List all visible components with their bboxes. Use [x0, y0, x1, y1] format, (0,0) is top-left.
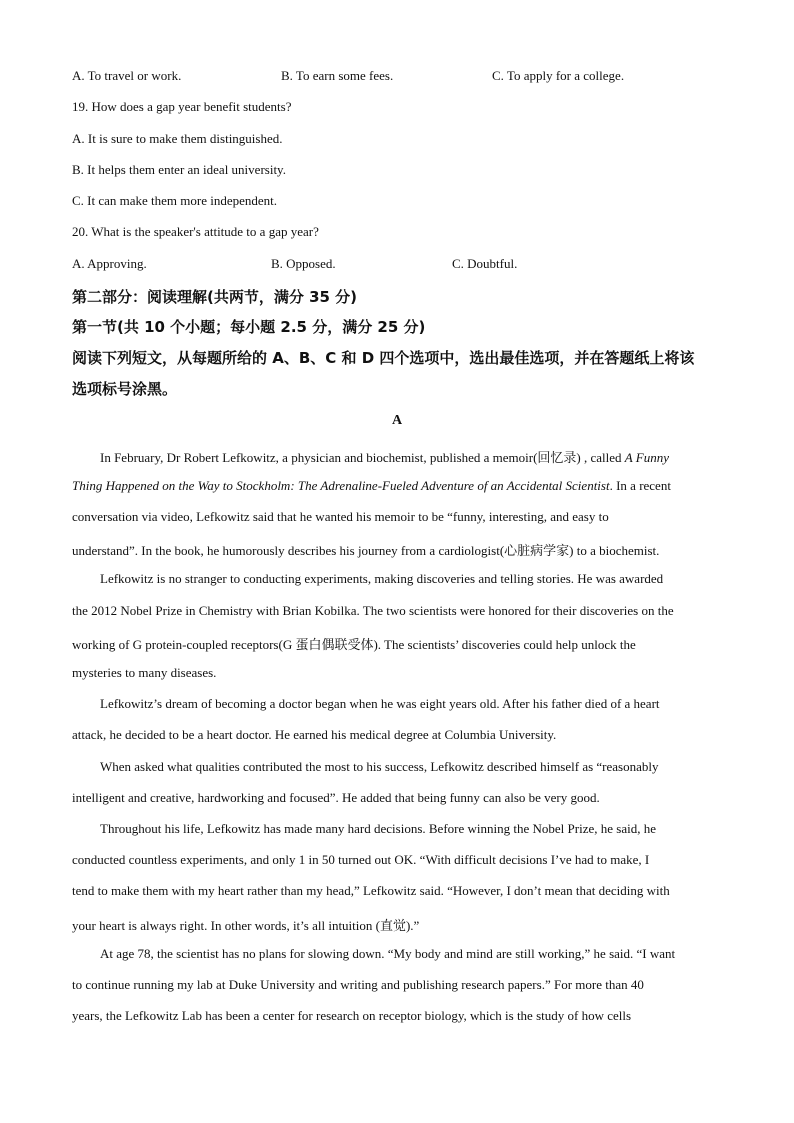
section2-instruction-line1: 阅读下列短文，从每题所给的 A、B、C 和 D 四个选项中，选出最佳选项，并在答题纸上将该 [72, 349, 695, 367]
passage-line-text: Lefkowitz is no stranger to conducting experiments, making discoveries and telling stories. He was awarded [100, 571, 664, 586]
passage-line [72, 634, 636, 653]
passage-line [72, 478, 671, 494]
passage-line [72, 1008, 631, 1024]
book-title: A Funny [624, 450, 669, 465]
passage-label: A [391, 413, 403, 428]
passage-line [100, 696, 660, 712]
q20-question: 20. What is the speaker's attitude to a gap year? [72, 224, 319, 239]
passage-line [72, 915, 419, 934]
passage-line-text: At age 78, the scientist has no plans for slowing down. “My body and mind are still working,” he said. “I want [100, 946, 676, 961]
passage-line-text: mysteries to many diseases. [72, 665, 217, 680]
q18-option-a: A. To travel or work. [72, 68, 182, 83]
passage-line [72, 977, 644, 993]
passage-line [72, 603, 674, 619]
passage-line-text: Throughout his life, Lefkowitz has made many hard decisions. Before winning the Nobel Prize, he said, he [100, 821, 656, 836]
q20-option-c: C. Doubtful. [452, 256, 518, 271]
passage-line [72, 665, 216, 681]
passage-line-text: working of G protein-coupled receptors(G 蛋白偶联受体). The scientists’ discoveries could help unlock the [72, 637, 636, 652]
passage-line [72, 727, 556, 743]
q18-option-c: C. To apply for a college. [492, 68, 625, 83]
q19-question: 19. How does a gap year benefit students? [72, 99, 292, 114]
passage-line [72, 540, 659, 559]
passage-line [100, 571, 663, 587]
passage-line-text: . In a recent [609, 478, 671, 493]
passage-line-text: the 2012 Nobel Prize in Chemistry with Brian Kobilka. The two scientists were honored for their discoveries on the [72, 603, 674, 618]
passage-line-text: understand”. In the book, he humorously describes his journey from a cardiologist(心脏病学家) to a biochemist. [72, 543, 660, 558]
passage-line-text: to continue running my lab at Duke University and writing and publishing research papers.” For more than 40 [72, 977, 644, 992]
book-title: Thing Happened on the Way to Stockholm: The Adrenaline-Fueled Adventure of an Accidental Scientist [72, 478, 610, 493]
q19-option-c: C. It can make them more independent. [72, 193, 278, 208]
passage-line-text: When asked what qualities contributed the most to his success, Lefkowitz described himself as “reasonably [100, 759, 659, 774]
q20-option-b: B. Opposed. [271, 256, 336, 271]
passage-line-text: conversation via video, Lefkowitz said that he wanted his memoir to be “funny, interesting, and easy to [72, 509, 609, 524]
passage-line-text: intelligent and creative, hardworking and focused”. He added that being funny can also be very good. [72, 790, 600, 805]
passage-line [72, 509, 609, 525]
passage-line [72, 883, 670, 899]
passage-line-text: your heart is always right. In other words, it’s all intuition (直觉).” [72, 918, 420, 933]
passage-line [100, 759, 658, 775]
passage-line-text: tend to make them with my heart rather than my head,” Lefkowitz said. “However, I don’t mean that deciding with [72, 883, 670, 898]
passage-line-text: attack, he decided to be a heart doctor. He earned his medical degree at Columbia University. [72, 727, 557, 742]
passage-line [100, 447, 669, 466]
passage-line-text: years, the Lefkowitz Lab has been a center for research on receptor biology, which is the study of how cells [72, 1008, 632, 1023]
passage-line-text: Lefkowitz’s dream of becoming a doctor began when he was eight years old. After his father died of a heart [100, 696, 660, 711]
q19-option-a: A. It is sure to make them distinguished. [72, 131, 283, 146]
passage-line-text: In February, Dr Robert Lefkowitz, a physician and biochemist, published a memoir(回忆录) , called [100, 450, 625, 465]
passage-line [100, 821, 656, 837]
passage-line [100, 946, 675, 962]
passage-line [72, 790, 600, 806]
passage-line-text: conducted countless experiments, and only 1 in 50 turned out OK. “With difficult decisions I’ve had to make, I [72, 852, 650, 867]
section2-instruction-line2: 选项标号涂黑。 [72, 380, 178, 398]
section2-title: 第二部分：阅读理解(共两节，满分 35 分) [72, 288, 358, 306]
q18-option-b: B. To earn some fees. [281, 68, 394, 83]
passage-line [72, 852, 649, 868]
section2-part1: 第一节(共 10 个小题；每小题 2.5 分，满分 25 分) [72, 318, 426, 336]
q20-option-a: A. Approving. [72, 256, 147, 271]
q19-option-b: B. It helps them enter an ideal university. [72, 162, 286, 177]
